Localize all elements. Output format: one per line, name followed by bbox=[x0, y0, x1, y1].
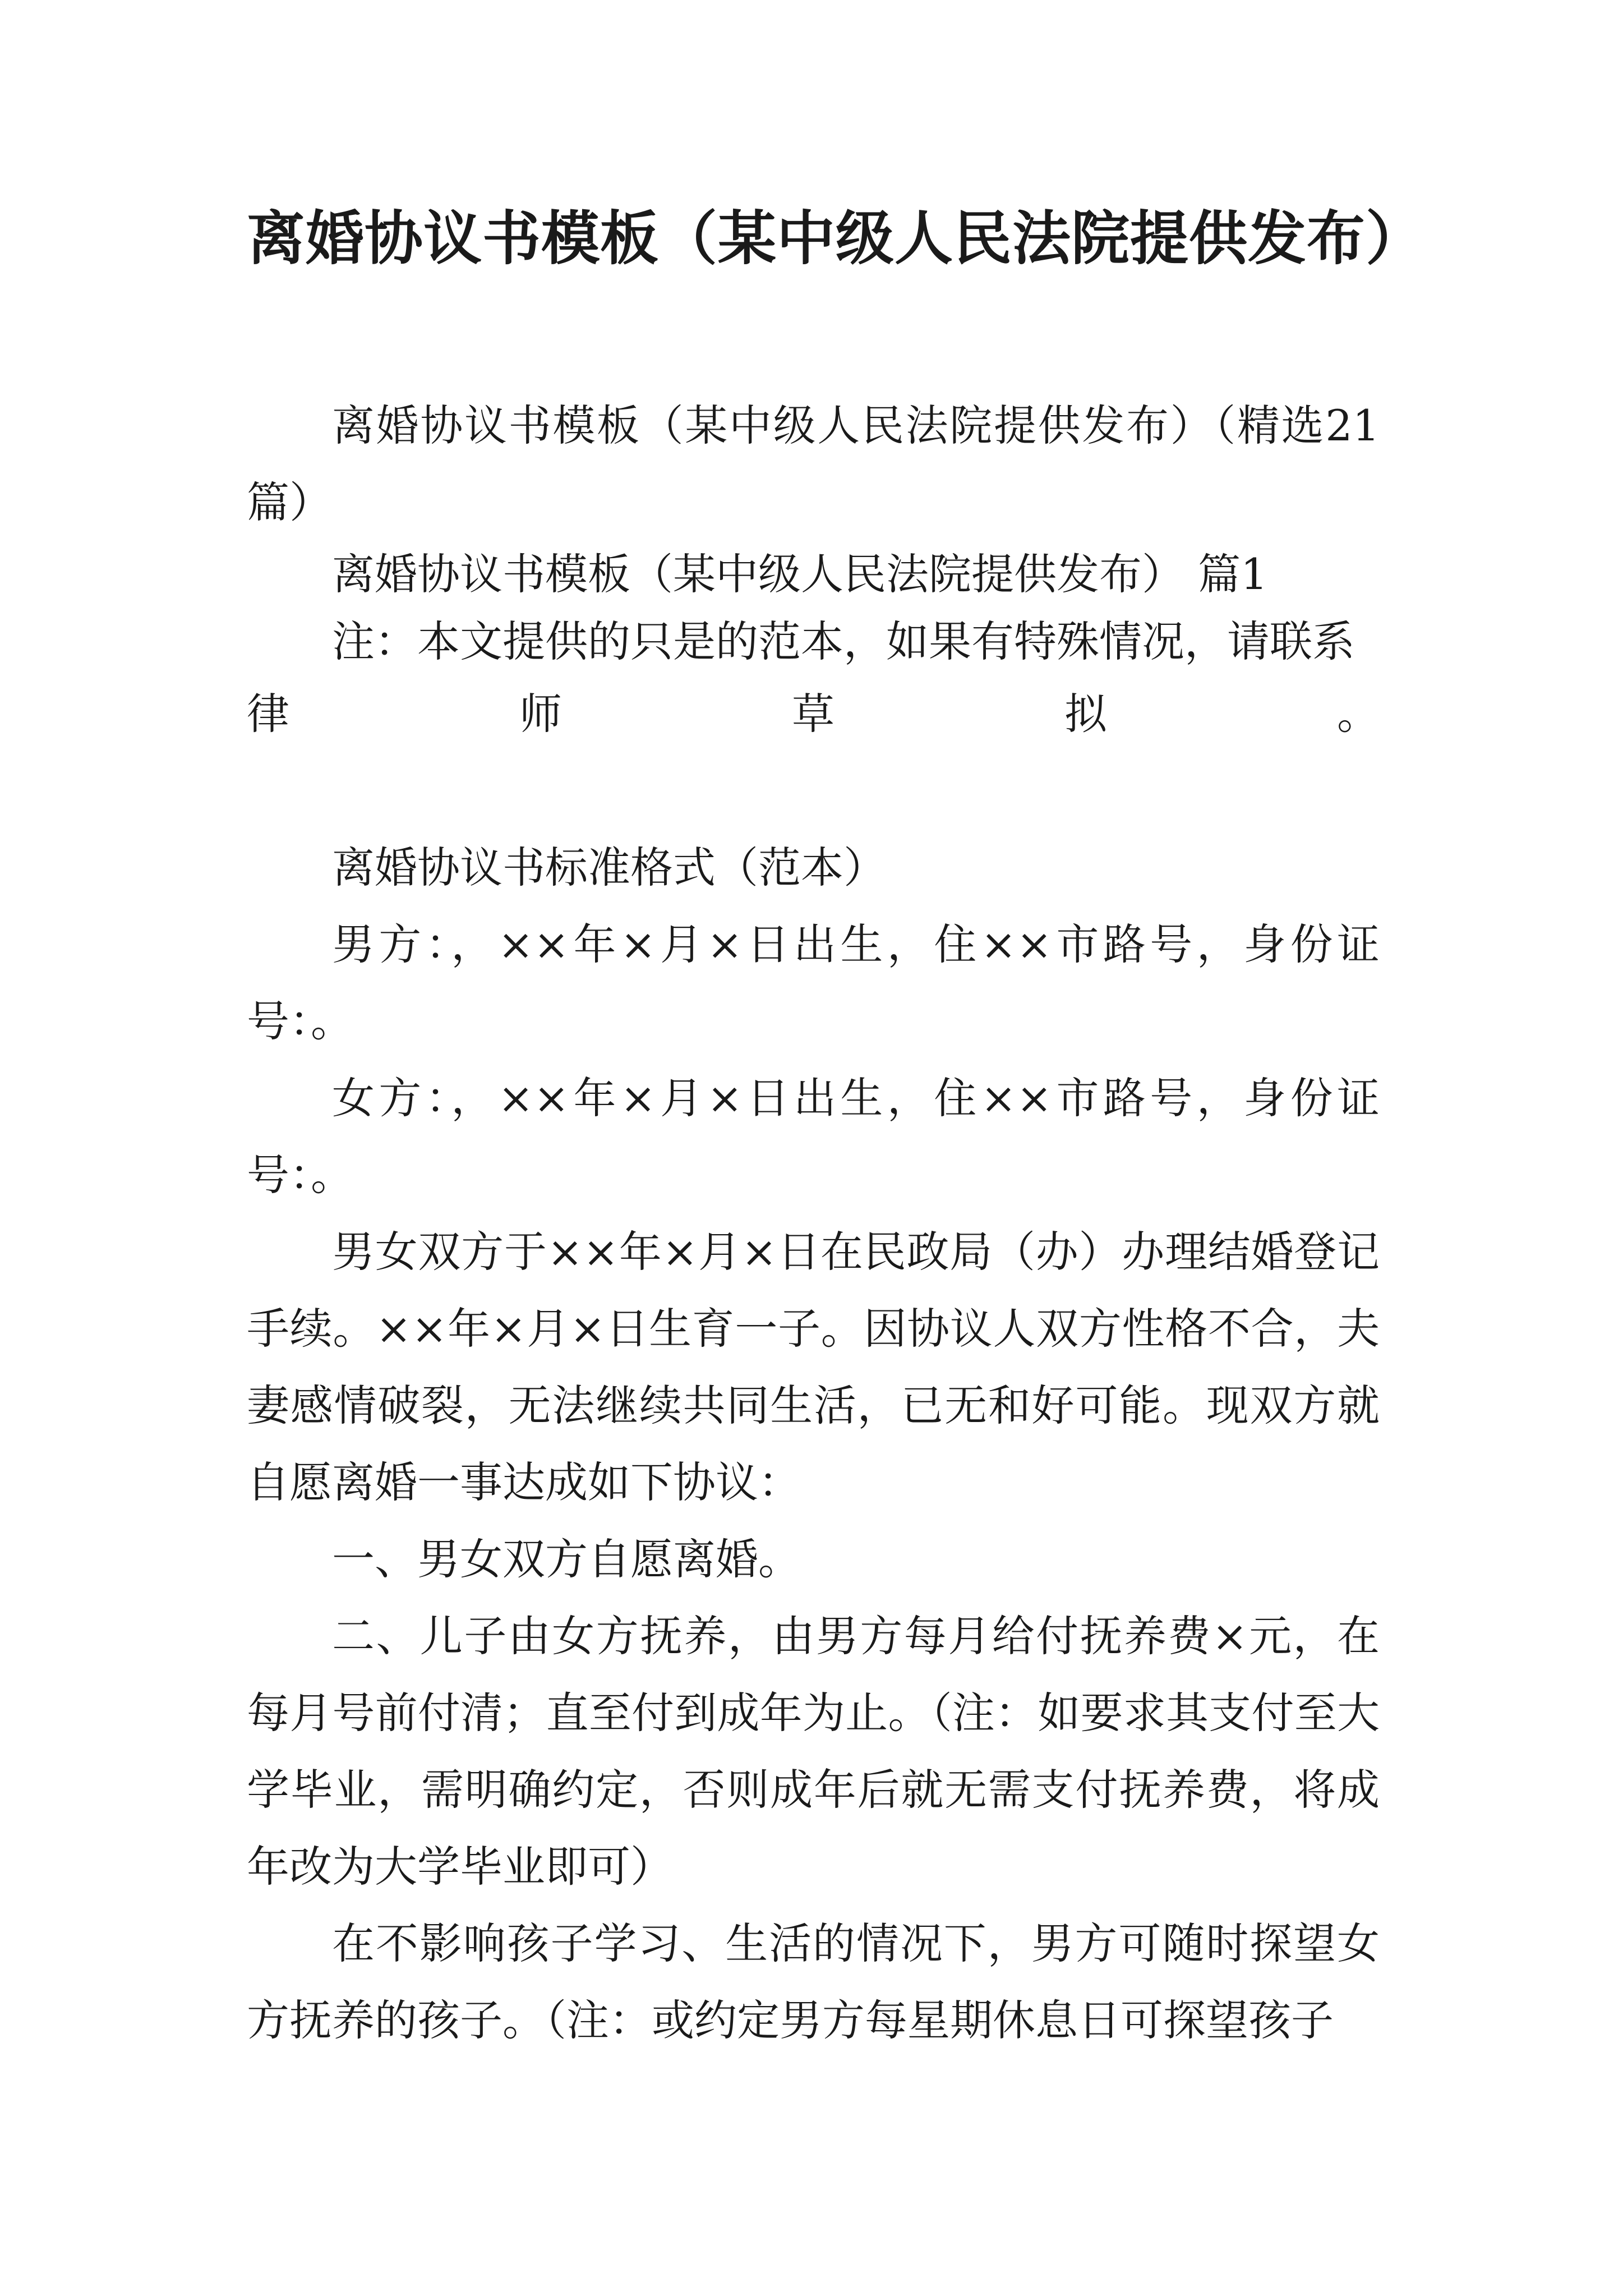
note-line-1: 注：本文提供的只是的范本，如果有特殊情况，请联系 bbox=[332, 616, 1355, 666]
spacer bbox=[247, 752, 1380, 829]
note-char: 草 bbox=[792, 689, 834, 739]
clause-2-paragraph: 二、儿子由女方抚养，由男方每月给付抚养费×元，在每月号前付清；直至付到成年为止。（注：如要求其支付至大学毕业，需明确约定，否则成年后就无需支付抚养费，将成年改为大学毕业即可） bbox=[247, 1611, 1380, 1892]
male-party-paragraph: 男方：，××年×月×日出生，住××市路号，身份证号：。 bbox=[247, 919, 1380, 1046]
female-party-paragraph: 女方：，××年×月×日出生，住××市路号，身份证号：。 bbox=[247, 1073, 1380, 1200]
note-char: 师 bbox=[519, 689, 562, 739]
note-char: 。 bbox=[1337, 689, 1380, 739]
background-paragraph: 男女双方于××年×月×日在民政局（办）办理结婚登记手续。××年×月×日生育一子。因协议人双方性格不合，夫妻感情破裂，无法继续共同生活，已无和好可能。现双方就自愿离婚一事达成如下协议： bbox=[247, 1227, 1380, 1507]
clause-1-paragraph: 一、男女双方自愿离婚。 bbox=[332, 1534, 801, 1584]
format-heading: 离婚协议书标准格式（范本） bbox=[332, 843, 886, 892]
note-line-2 bbox=[247, 675, 1380, 752]
note-char: 律 bbox=[247, 689, 289, 739]
section-heading: 离婚协议书模板（某中级人民法院提供发布） 篇1 bbox=[332, 549, 1268, 599]
document-title: 离婚协议书模板（某中级人民法院提供发布） bbox=[247, 204, 1425, 273]
intro-paragraph: 离婚协议书模板（某中级人民法院提供发布）（精选21篇） bbox=[247, 401, 1380, 527]
visitation-paragraph: 在不影响孩子学习、生活的情况下，男方可随时探望女方抚养的孩子。（注：或约定男方每星期休息日可探望孩子 bbox=[247, 1918, 1380, 2045]
document-body bbox=[247, 387, 1380, 2059]
note-char: 拟 bbox=[1064, 689, 1107, 739]
